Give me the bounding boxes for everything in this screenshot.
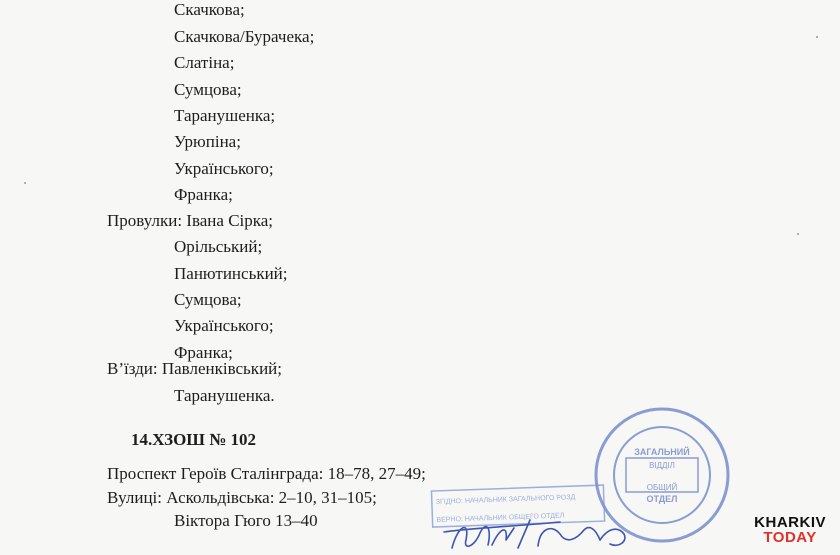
rect-stamp-text: ЗГІДНО: НАЧАЛЬНИК ЗАГАЛЬНОГО РОЗД [435, 494, 576, 506]
street-line: Франка; [174, 185, 233, 204]
rect-stamp-frame [431, 485, 604, 527]
signature [444, 520, 625, 548]
seal-text: ОБЩИЙ [646, 483, 678, 492]
street-line: Сумцова; [174, 290, 242, 309]
scan-speck [797, 233, 799, 235]
rect-stamp [431, 485, 604, 527]
scan-speck [816, 36, 818, 38]
street-line: Орільський; [174, 237, 263, 256]
section-line: Віктора Гюго 13–40 [174, 511, 318, 530]
seal-text: ВІДДІЛ [649, 461, 675, 470]
logo-line2: TODAY [763, 529, 817, 546]
street-line: Скачкова; [174, 0, 245, 19]
scan-speck [24, 182, 26, 184]
street-line: Панютинський; [174, 264, 288, 283]
street-line: Українського; [174, 159, 274, 178]
street-line: Франка; [174, 343, 233, 362]
lanes-line: Провулки: Івана Сірка; [107, 211, 274, 230]
street-line: Слатіна; [174, 53, 235, 72]
street-line: Таранушенка; [174, 106, 276, 125]
street-line: Сумцова; [174, 80, 242, 99]
section-line: Вулиці: Аскольдівська: 2–10, 31–105; [107, 488, 377, 507]
round-seal [596, 409, 728, 541]
seal-inner-ring [614, 427, 710, 523]
rect-stamp-text: ВЕРНО: НАЧАЛЬНИК ОБЩЕГО ОТДЕЛ [436, 512, 565, 524]
logo-line1: KHARKIV [754, 514, 826, 531]
street-line: Українського; [174, 316, 274, 335]
street-line: Скачкова/Бурачека; [174, 27, 315, 46]
section-line: Проспект Героїв Сталінграда: 18–78, 27–49; [107, 464, 426, 483]
kharkiv-today-logo [754, 515, 826, 545]
street-line: Таранушенка. [174, 386, 275, 405]
street-line: Урюпіна; [174, 132, 241, 151]
seal-text: ЗАГАЛЬНИЙ [634, 447, 690, 457]
entries-line: В’їзди: Павленківський; [107, 359, 282, 378]
seal-center-box [626, 458, 698, 492]
section-heading: 14.ХЗОШ № 102 [131, 430, 257, 449]
seal-outer-ring [596, 409, 728, 541]
seal-text: ОТДЕЛ [646, 494, 678, 504]
